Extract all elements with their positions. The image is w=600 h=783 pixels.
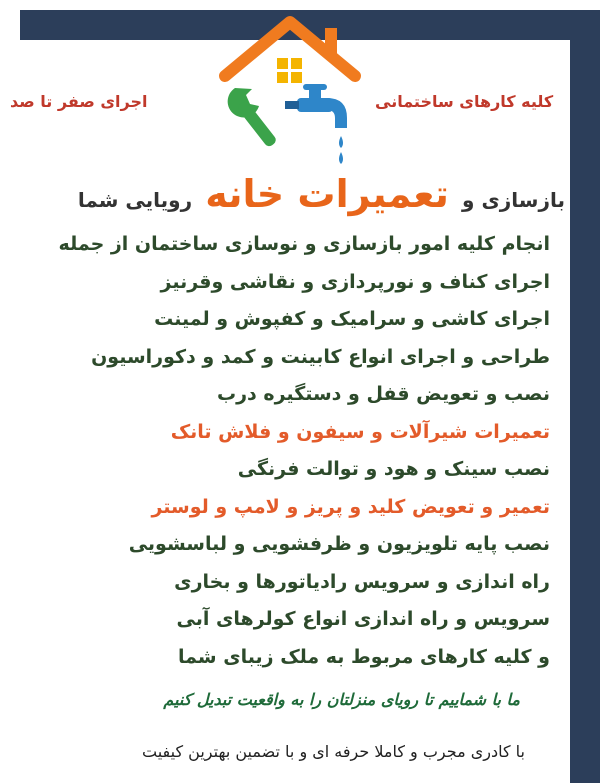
house-roof-icon <box>225 22 355 76</box>
faucet-icon <box>285 84 347 164</box>
tagline-zero-to-hundred: اجرای صفر تا صد <box>10 92 148 111</box>
footer-note: با کادری مجرب و کاملا حرفه ای و با تضمین بهترین کیفیت <box>141 742 525 761</box>
headline <box>0 172 565 216</box>
service-item-highlight: تعمیر و تعویض کلید و پریز و لامپ و لوستر <box>151 495 550 518</box>
slogan: ما با شماییم تا رویای منزلتان را به واقعیت تبدیل کنیم <box>163 690 520 709</box>
headline-main: تعمیرات خانه <box>205 172 449 216</box>
window-icon <box>277 58 302 83</box>
service-item: انجام کلیه امور بازسازی و نوسازی ساختمان از جمله <box>58 233 550 255</box>
headline-prefix: بازسازی و <box>462 188 565 212</box>
services-list <box>0 226 550 676</box>
service-item: اجرای کناف و نورپردازی و نقاشی وقرنیز <box>160 270 550 293</box>
service-item: نصب پایه تلویزیون و ظرفشویی و لباسشویی <box>128 533 550 555</box>
wrench-icon <box>228 88 278 148</box>
service-item: اجرای کاشی و سرامیک و کفپوش و لمینت <box>154 308 550 330</box>
repair-logo <box>215 10 365 170</box>
service-item: طراحی و اجرای انواع کابینت و کمد و دکوراسیون <box>91 345 550 368</box>
headline-suffix: رویایی شما <box>77 188 193 212</box>
tagline-all-construction: کلیه کارهای ساختمانی <box>375 92 554 111</box>
service-item: و کلیه کارهای مربوط به ملک زیبای شما <box>178 645 550 668</box>
service-item: راه اندازی و سرویس رادیاتورها و بخاری <box>174 570 550 593</box>
service-item: نصب و تعویض قفل و دستگیره درب <box>217 383 550 405</box>
service-item-highlight: تعمیرات شیرآلات و سیفون و فلاش تانک <box>170 420 550 443</box>
service-item: نصب سینک و هود و توالت فرنگی <box>237 458 550 480</box>
right-frame-bar <box>570 40 600 783</box>
service-item: سرویس و راه اندازی انواع کولرهای آبی <box>176 608 550 630</box>
